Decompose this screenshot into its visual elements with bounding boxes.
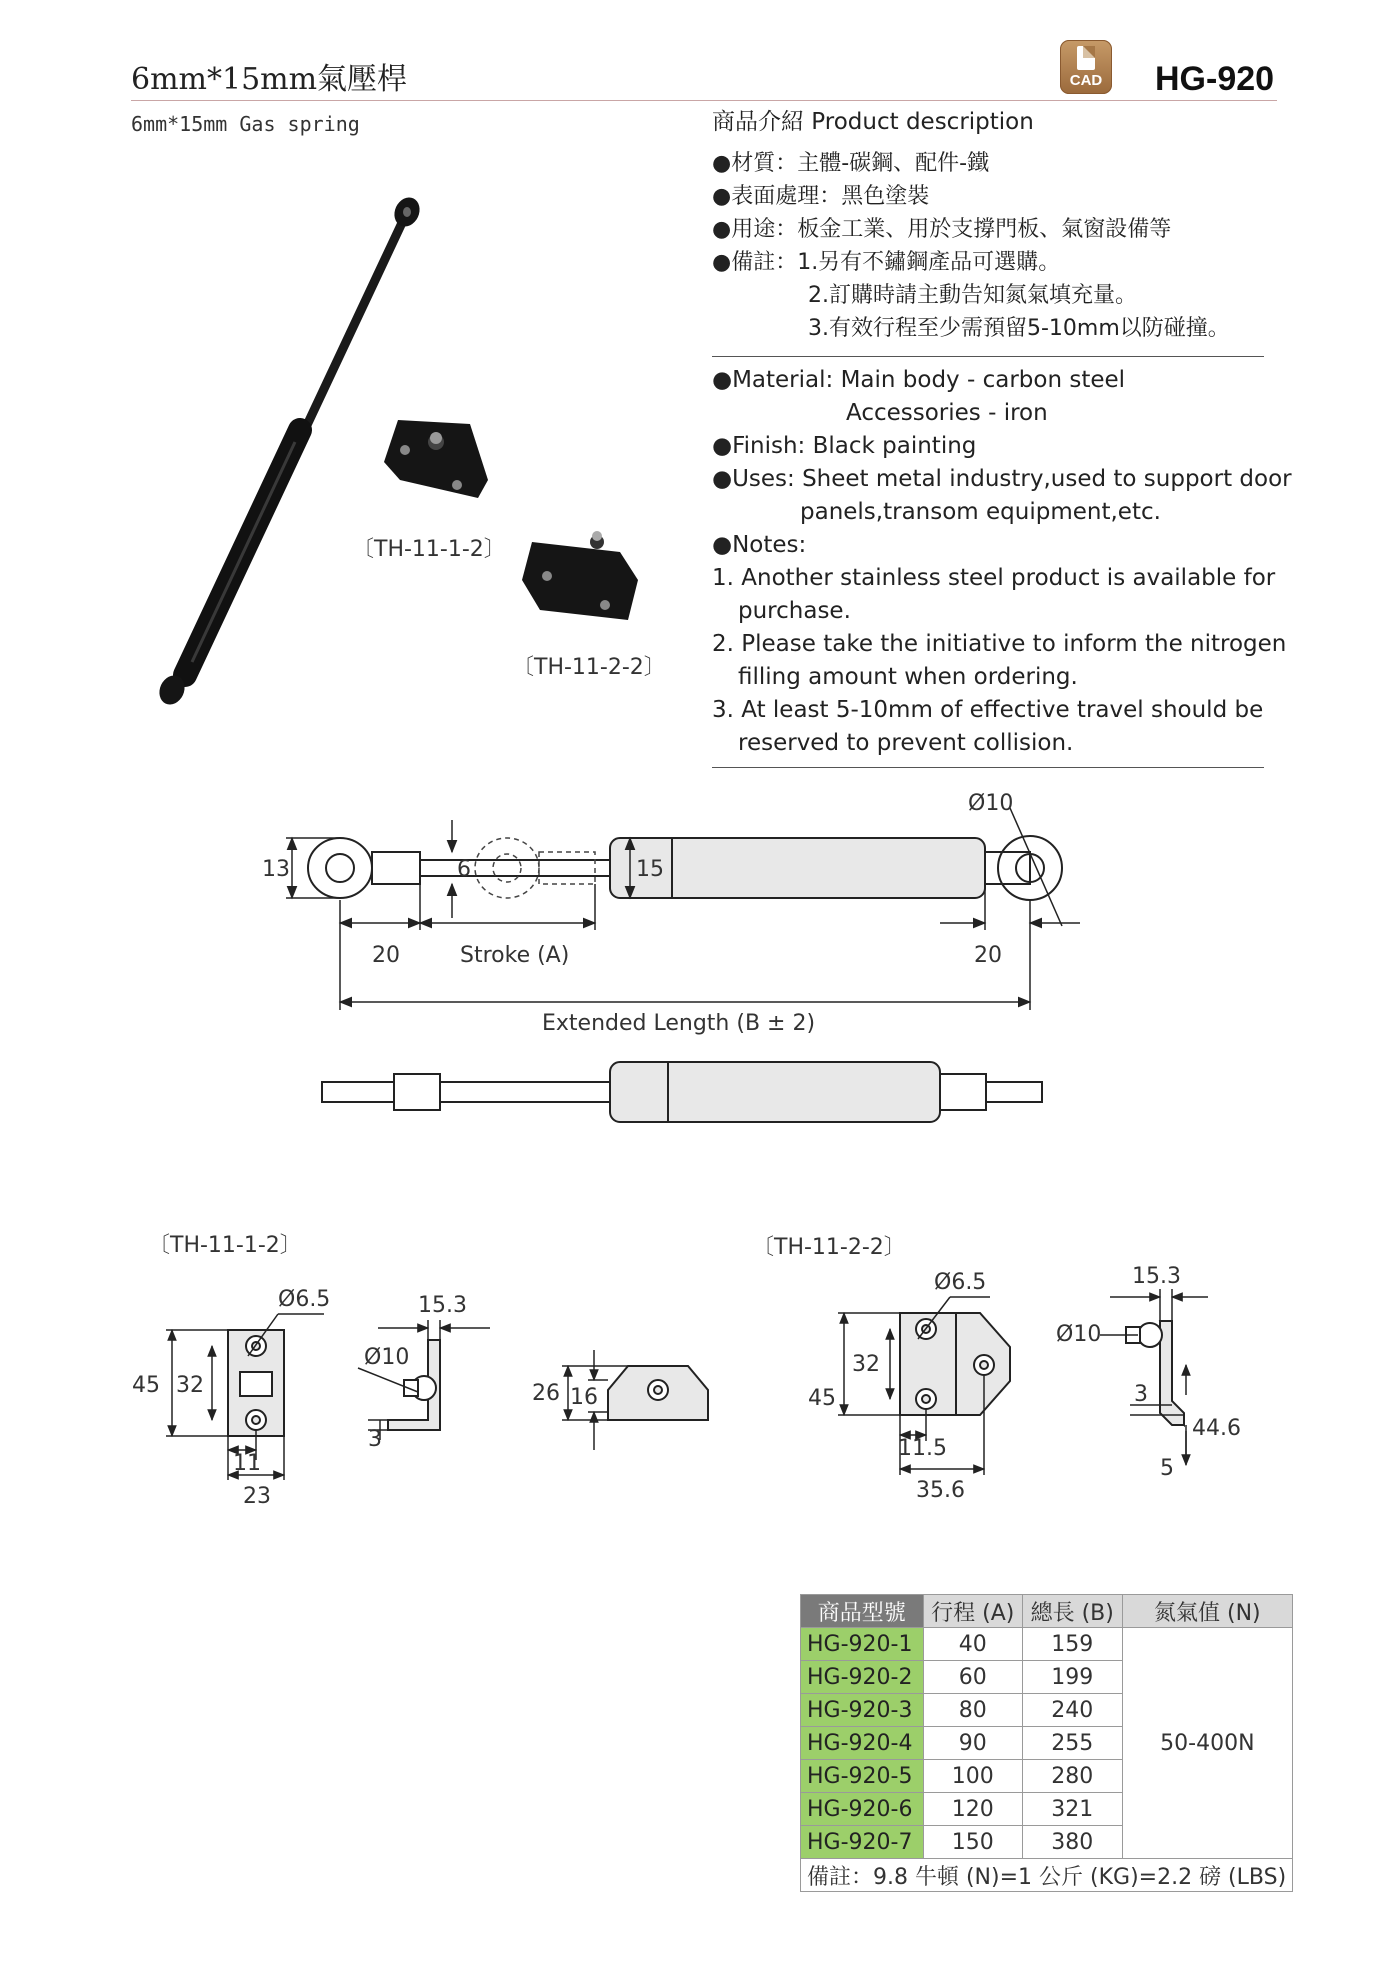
en-line-finish: ●Finish: Black painting — [712, 433, 977, 459]
gas-spring-image — [155, 193, 424, 708]
photo-label-th-11-1-2: 〔TH-11-1-2〕 — [352, 537, 506, 562]
en-line-note-1-cont: purchase. — [738, 598, 851, 624]
cell-length: 240 — [1022, 1694, 1122, 1727]
dim-3: 3 — [368, 1427, 382, 1452]
dia-6-5-b2: Ø6.5 — [934, 1270, 987, 1295]
description-divider — [712, 356, 1264, 357]
dia-6-5: Ø6.5 — [278, 1287, 331, 1312]
cell-length: 199 — [1022, 1661, 1122, 1694]
en-line-note-2-cont: filling amount when ordering. — [738, 664, 1078, 690]
zh-line-finish: ●表面處理：黑色塗裝 — [712, 184, 930, 209]
en-line-accessories: Accessories - iron — [846, 400, 1048, 426]
dim-15: 15 — [636, 857, 664, 882]
cell-model: HG-920-7 — [801, 1826, 924, 1859]
description-en — [712, 364, 1292, 760]
bracket-th-11-2-2-image — [522, 531, 638, 620]
table-header-row — [801, 1595, 1293, 1628]
dim-11-5: 11.5 — [898, 1436, 947, 1461]
dim-26: 26 — [532, 1381, 560, 1406]
cell-stroke: 80 — [923, 1694, 1022, 1727]
zh-line-note-3: 3.有效行程至少需預留5-10mm以防碰撞。 — [808, 316, 1230, 341]
dim-45-b2: 45 — [808, 1386, 836, 1411]
product-photo — [140, 180, 660, 720]
cell-length: 280 — [1022, 1760, 1122, 1793]
stroke-label: Stroke (A) — [460, 943, 570, 968]
cell-stroke: 150 — [923, 1826, 1022, 1859]
dim-32: 32 — [176, 1373, 204, 1398]
cell-length: 321 — [1022, 1793, 1122, 1826]
cell-stroke: 120 — [923, 1793, 1022, 1826]
en-line-note-2: 2. Please take the initiative to inform the nitrogen — [712, 631, 1287, 657]
cell-stroke: 100 — [923, 1760, 1022, 1793]
cad-download-icon[interactable] — [1060, 40, 1112, 94]
retracted-phantom — [475, 838, 595, 898]
header-model: 商品型號 — [801, 1595, 924, 1628]
cell-stroke: 90 — [923, 1727, 1022, 1760]
cell-model: HG-920-1 — [801, 1628, 924, 1661]
table-note-row — [801, 1859, 1293, 1892]
dia-10-side: Ø10 — [364, 1345, 410, 1370]
dim-13: 13 — [262, 857, 290, 882]
bracket-th-11-1-2-image — [384, 420, 488, 498]
document-icon — [1077, 46, 1095, 70]
photo-label-th-11-2-2: 〔TH-11-2-2〕 — [512, 655, 666, 680]
zh-line-material: ●材質：主體-碳鋼、配件-鐵 — [712, 151, 990, 176]
dim-20-left: 20 — [372, 943, 400, 968]
en-line-notes: ●Notes: — [712, 532, 807, 558]
zh-line-note-1: ●備註：1.另有不鏽鋼產品可選購。 — [712, 250, 1061, 275]
dim-20-right: 20 — [974, 943, 1002, 968]
cad-label: CAD — [1069, 72, 1103, 89]
dim-32-b2: 32 — [852, 1352, 880, 1377]
bracket-2-drawing-label: 〔TH-11-2-2〕 — [752, 1235, 906, 1260]
cell-model: HG-920-6 — [801, 1793, 924, 1826]
description-zh — [712, 147, 1230, 345]
table-note: 備註：9.8 牛頓 (N)=1 公斤 (KG)=2.2 磅 (LBS) — [801, 1859, 1293, 1892]
en-line-uses-cont: panels,transom equipment,etc. — [800, 499, 1161, 525]
cell-stroke: 40 — [923, 1628, 1022, 1661]
en-line-note-3-cont: reserved to prevent collision. — [738, 730, 1074, 756]
cell-model: HG-920-4 — [801, 1727, 924, 1760]
dia-10: Ø10 — [968, 791, 1014, 816]
bracket-2-side-view — [1126, 1321, 1184, 1425]
dim-15-3-b2: 15.3 — [1132, 1264, 1181, 1289]
gas-spring-dimension-drawing — [240, 780, 1100, 1140]
extended-length-label: Extended Length (B ± 2) — [542, 1011, 816, 1036]
extended-outline — [308, 836, 1062, 900]
en-line-material: ●Material: Main body - carbon steel — [712, 367, 1126, 393]
cell-model: HG-920-2 — [801, 1661, 924, 1694]
en-line-note-3: 3. At least 5-10mm of effective travel should be — [712, 697, 1264, 723]
description-bottom-divider — [712, 767, 1264, 768]
title-divider — [131, 100, 1277, 101]
dim-44-6: 44.6 — [1192, 1416, 1241, 1441]
cell-model: HG-920-5 — [801, 1760, 924, 1793]
dim-6: 6 — [457, 857, 471, 882]
page-subtitle: 6mm*15mm Gas spring — [131, 112, 360, 136]
bracket-1-drawing-label: 〔TH-11-1-2〕 — [148, 1233, 302, 1258]
bracket-2-front-view — [900, 1313, 1010, 1415]
header-length: 總長 (B) — [1022, 1595, 1122, 1628]
cell-nitrogen: 50-400N — [1122, 1628, 1293, 1859]
cell-model: HG-920-3 — [801, 1694, 924, 1727]
dia-10-b2: Ø10 — [1056, 1322, 1102, 1347]
description-heading: 商品介紹 Product description — [712, 109, 1034, 135]
dim-16: 16 — [570, 1385, 598, 1410]
table-row — [801, 1628, 1293, 1661]
bracket-1-drawings — [128, 1270, 728, 1520]
page-title: 6mm*15mm氣壓桿 — [131, 62, 408, 97]
zh-line-uses: ●用途：板金工業、用於支撐門板、氣窗設備等 — [712, 217, 1172, 242]
dim-23: 23 — [243, 1484, 271, 1509]
cell-length: 255 — [1022, 1727, 1122, 1760]
cell-stroke: 60 — [923, 1661, 1022, 1694]
header-stroke: 行程 (A) — [923, 1595, 1022, 1628]
zh-line-note-2: 2.訂購時請主動告知氮氣填充量。 — [808, 283, 1137, 308]
bracket-2-drawings — [800, 1255, 1300, 1505]
header-nitrogen: 氮氣值 (N) — [1122, 1595, 1293, 1628]
cell-length: 159 — [1022, 1628, 1122, 1661]
dim-3-b2: 3 — [1134, 1382, 1148, 1407]
dim-35-6: 35.6 — [916, 1478, 965, 1503]
dim-11: 11 — [233, 1451, 261, 1476]
spec-table — [800, 1594, 1293, 1892]
cell-length: 380 — [1022, 1826, 1122, 1859]
dim-5: 5 — [1160, 1456, 1174, 1481]
retracted-view — [322, 1062, 1042, 1122]
en-line-uses: ●Uses: Sheet metal industry,used to support door — [712, 466, 1292, 492]
dim-15-3: 15.3 — [418, 1293, 467, 1318]
bracket-1-top-view — [608, 1366, 708, 1420]
dim-45: 45 — [132, 1373, 160, 1398]
model-code: HG-920 — [1155, 60, 1275, 98]
en-line-note-1: 1. Another stainless steel product is available for — [712, 565, 1276, 591]
